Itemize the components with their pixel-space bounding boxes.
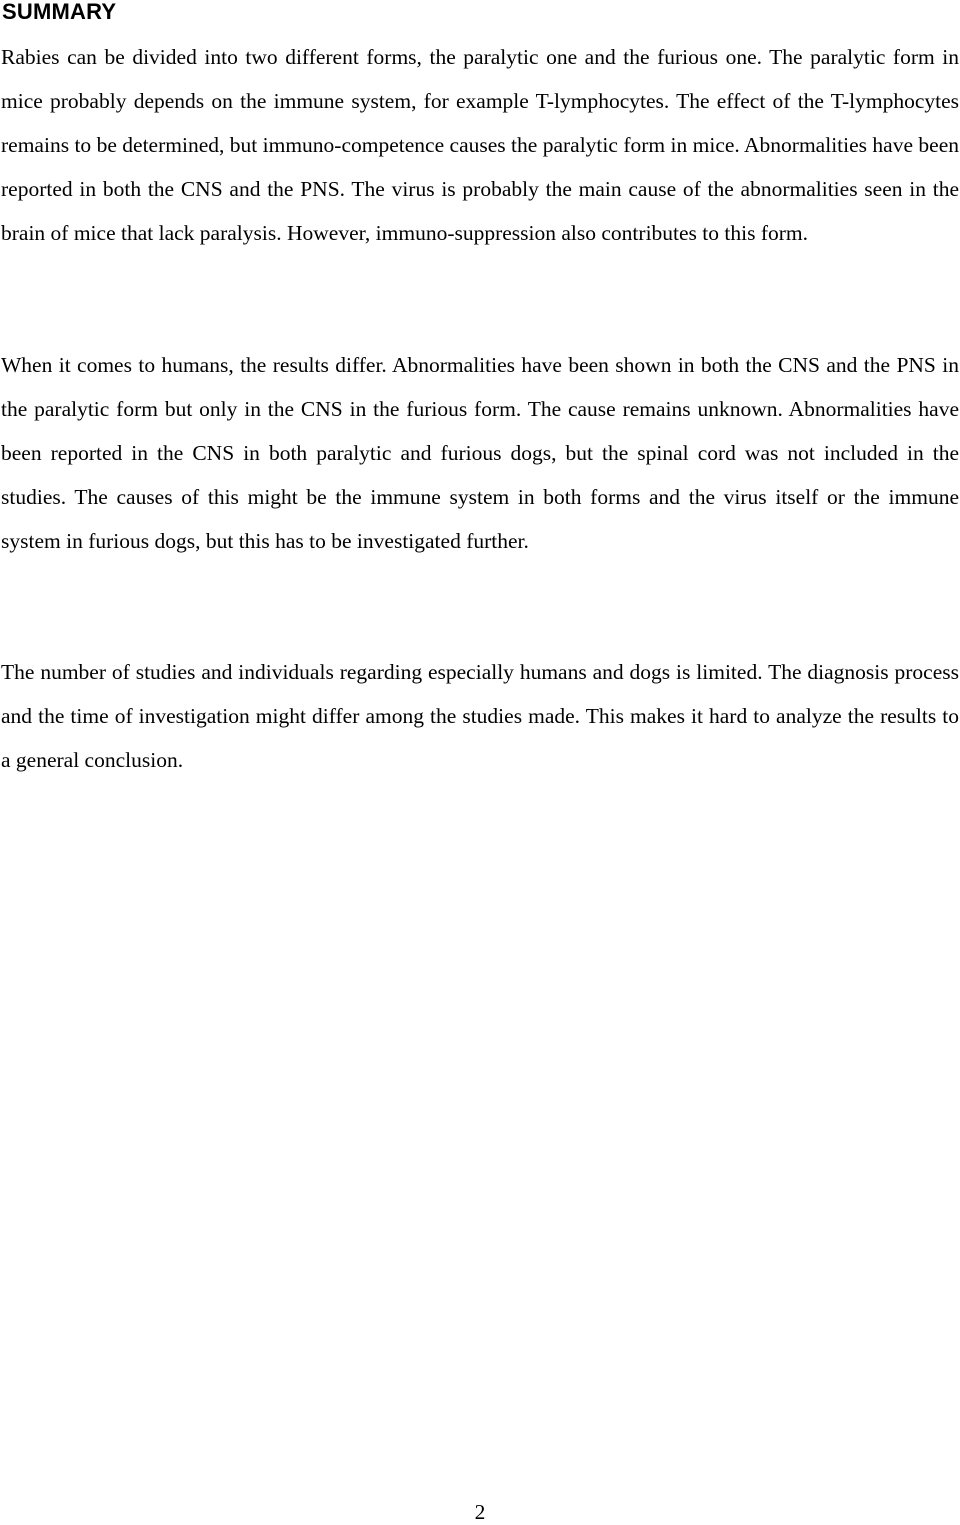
summary-paragraph-1: Rabies can be divided into two different forms, the paralytic one and the furious one. The paralytic form in mice probably depends on the immune system, for example T-lymphocytes. The effect of the T-lymphocytes remains to be determined, but immuno-competence causes the paralytic form in mice. Abnormalities have been reported in both the CNS and the PNS. The virus is probably the main cause of the abnormalities seen in the brain of mice that lack paralysis. However, immuno-suppression also contributes to this form. (1, 45, 959, 245)
page-number: 2 (474, 1500, 486, 1524)
section-heading: SUMMARY (2, 0, 117, 24)
summary-paragraph-3: The number of studies and individuals regarding especially humans and dogs is limited. The diagnosis process and the time of investigation might differ among the studies made. This makes it hard to analyze the results to a general conclusion. (1, 660, 959, 772)
summary-paragraph-2: When it comes to humans, the results differ. Abnormalities have been shown in both the CNS and the PNS in the paralytic form but only in the CNS in the furious form. The cause remains unknown. Abnormalities have been reported in the CNS in both paralytic and furious dogs, but the spinal cord was not included in the studies. The causes of this might be the immune system in both forms and the virus itself or the immune system in furious dogs, but this has to be investigated further. (1, 353, 959, 553)
